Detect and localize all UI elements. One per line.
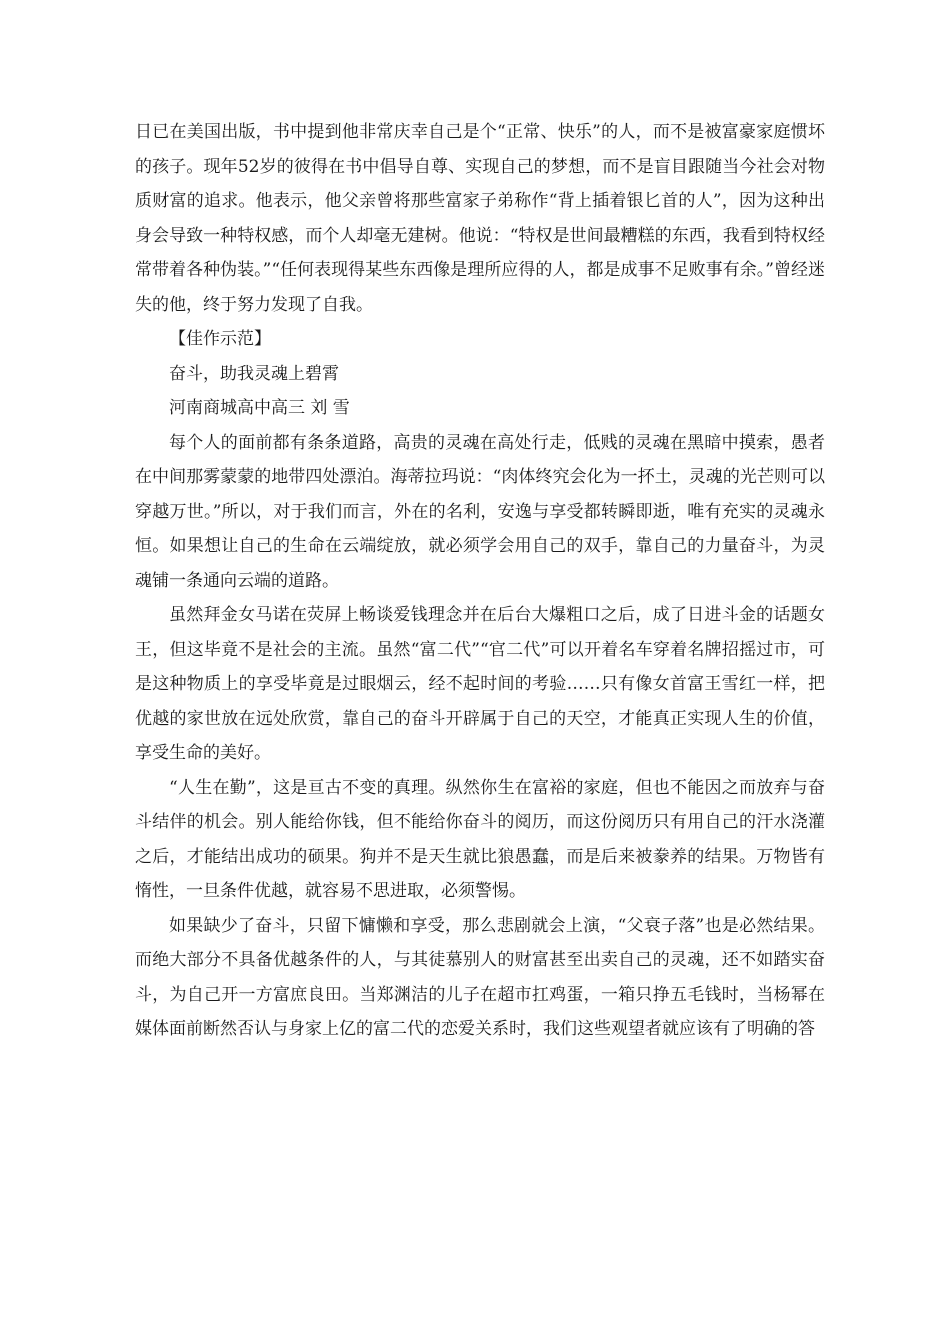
body-paragraph-4: 如果缺少了奋斗，只留下慵懒和享受，那么悲剧就会上演，“父衰子落”也是必然结果。而绝大部分不具备优越条件的人，与其徒慕别人的财富甚至出卖自己的灵魂，还不如踏实奋斗，为自己开一方富庶良田。当郑渊洁的儿子在超市扛鸡蛋，一箱只挣五毛钱时，当杨幂在媒体面前断然否认与身家上亿的富二代的恋爱关系时，我们这些观望者就应该有了明确的答 [135, 915, 825, 1039]
essay-title: 奋斗，助我灵魂上碧霄 [169, 363, 339, 384]
intro-paragraph: 日已在美国出版，书中提到他非常庆幸自己是个“正常、快乐”的人，而不是被富豪家庭惯坏的孩子。现年52岁的彼得在书中倡导自尊、实现自己的梦想，而不是盲目跟随当今社会对物质财富的追求。他表示，他父亲曾将那些富家子弟称作“背上插着银匕首的人”，因为这种出身会导致一种特权感，而个人却毫无建树。他说：“特权是世间最糟糕的东西，我看到特权经常带着各种伪装。”“任何表现得某些东西像是理所应得的人，都是成事不足败事有余。”曾经迷失的他，终于努力发现了自我。 [135, 122, 825, 315]
essay-author: 河南商城高中高三 刘 雪 [169, 398, 350, 418]
document-body [135, 115, 825, 1047]
body-paragraph-2: 虽然拜金女马诺在荧屏上畅谈爱钱理念并在后台大爆粗口之后，成了日进斗金的话题女王，但这毕竟不是社会的主流。虽然“富二代”“官二代”可以开着名车穿着名牌招摇过市，可是这种物质上的享受毕竟是过眼烟云，经不起时间的考验……只有像女首富王雪红一样，把优越的家世放在远处欣赏，靠自己的奋斗开辟属于自己的天空，才能真正实现人生的价值，享受生命的美好。 [135, 605, 825, 763]
section-heading: 【佳作示范】 [169, 329, 271, 349]
body-paragraph-1: 每个人的面前都有条条道路，高贵的灵魂在高处行走，低贱的灵魂在黑暗中摸索，愚者在中间那雾蒙蒙的地带四处漂泊。海蒂拉玛说：“肉体终究会化为一抔土，灵魂的光芒则可以穿越万世。”所以，对于我们而言，外在的名利，安逸与享受都转瞬即逝，唯有充实的灵魂永恒。如果想让自己的生命在云端绽放，就必须学会用自己的双手，靠自己的力量奋斗，为灵魂铺一条通向云端的道路。 [135, 432, 825, 591]
body-paragraph-3: “人生在勤”，这是亘古不变的真理。纵然你生在富裕的家庭，但也不能因之而放弃与奋斗结伴的机会。别人能给你钱，但不能给你奋斗的阅历，而这份阅历只有用自己的汗水浇灌之后，才能结出成功的硕果。狗并不是天生就比狼愚蠢，而是后来被豢养的结果。万物皆有惰性，一旦条件优越，就容易不思进取，必须警惕。 [135, 777, 825, 901]
